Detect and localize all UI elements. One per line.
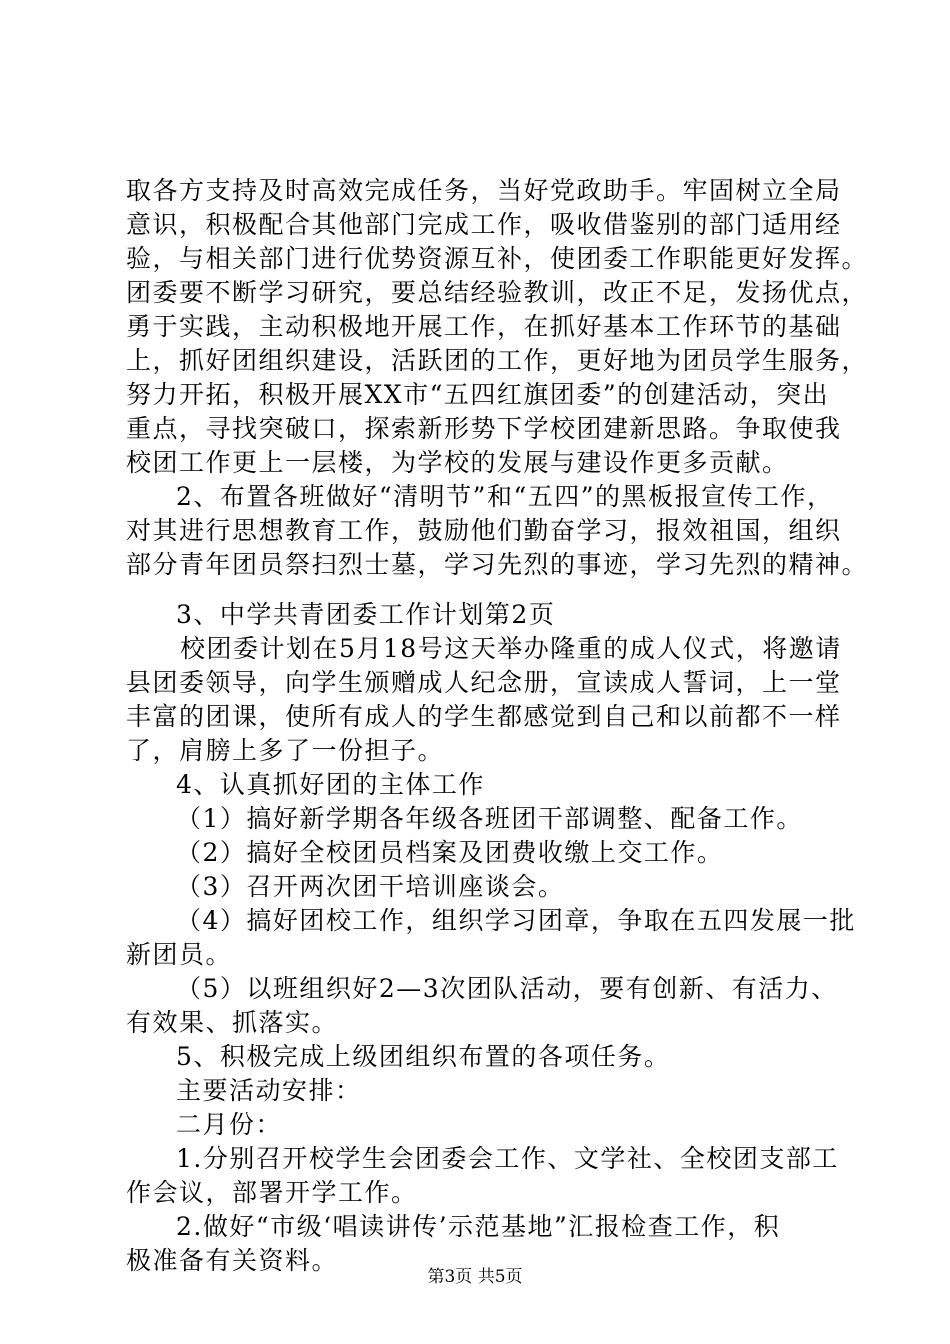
paragraph-line: 2、布置各班做好“清明节”和“五四”的黑板报宣传工作， xyxy=(176,482,834,511)
list-item: 2.做好“市级‘唱读讲传’示范基地”汇报检查工作，积 xyxy=(176,1212,781,1241)
paragraph-line: 勇于实践，主动积极地开展工作，在抓好基本工作环节的基础 xyxy=(126,312,842,341)
section-heading: 4、认真抓好团的主体工作 xyxy=(176,770,485,799)
list-item-continuation: 作会议，部署开学工作。 xyxy=(126,1178,418,1207)
paragraph-line: 部分青年团员祭扫烈士墓，学习先烈的事迹，学习先烈的精神。 xyxy=(126,550,869,579)
paragraph-line: 意识，积极配合其他部门完成工作，吸收借鉴别的部门适用经 xyxy=(126,210,842,239)
section-heading: 5、积极完成上级团组织布置的各项任务。 xyxy=(176,1042,671,1071)
month-heading: 二月份： xyxy=(176,1110,283,1139)
list-item: （3）召开两次团干培训座谈会。 xyxy=(176,872,565,901)
paragraph-line: 努力开拓，积极开展XX市“五四红旗团委”的创建活动，突出 xyxy=(126,380,830,409)
list-item-continuation: 极准备有关资料。 xyxy=(126,1246,339,1275)
paragraph-line: 取各方支持及时高效完成任务，当好党政助手。牢固树立全局 xyxy=(126,176,842,205)
paragraph-line: 验，与相关部门进行优势资源互补，使团委工作职能更好发挥。 xyxy=(126,244,869,273)
list-item: （1）搞好新学期各年级各班团干部调整、配备工作。 xyxy=(176,804,803,833)
list-item: （4）搞好团校工作，组织学习团章，争取在五四发展一批 xyxy=(176,906,856,935)
paragraph-line: 丰富的团课，使所有成人的学生都感觉到自己和以前都不一样 xyxy=(126,702,842,731)
paragraph-line: 上，抓好团组织建设，活跃团的工作，更好地为团员学生服务， xyxy=(126,346,869,375)
paragraph-line: 校团委计划在5月18号这天举办隆重的成人仪式，将邀请 xyxy=(180,634,842,663)
list-item: （2）搞好全校团员档案及团费收缴上交工作。 xyxy=(176,838,724,867)
paragraph-line: 对其进行思想教育工作，鼓励他们勤奋学习，报效祖国，组织 xyxy=(126,516,842,545)
section-heading: 3、中学共青团委工作计划第2页 xyxy=(176,600,556,629)
paragraph-line: 团委要不断学习研究，要总结经验教训，改正不足，发扬优点， xyxy=(126,278,869,307)
paragraph-line: 校团工作更上一层楼，为学校的发展与建设作更多贡献。 xyxy=(126,448,789,477)
page-number-footer: 第3页 共5页 xyxy=(427,1267,523,1287)
paragraph-line: 了，肩膀上多了一份担子。 xyxy=(126,736,445,765)
list-item: 1.分别召开校学生会团委会工作、文学社、全校团支部工 xyxy=(176,1144,839,1173)
list-item-continuation: 有效果、抓落实。 xyxy=(126,1008,339,1037)
list-item: （5）以班组织好2—3次团队活动，要有创新、有活力、 xyxy=(176,974,838,1003)
paragraph-line: 重点，寻找突破口，探索新形势下学校团建新思路。争取使我 xyxy=(126,414,842,443)
list-item-continuation: 新团员。 xyxy=(126,940,233,969)
section-heading: 主要活动安排： xyxy=(176,1076,362,1105)
paragraph-line: 县团委领导，向学生颁赠成人纪念册，宣读成人誓词，上一堂 xyxy=(126,668,842,697)
